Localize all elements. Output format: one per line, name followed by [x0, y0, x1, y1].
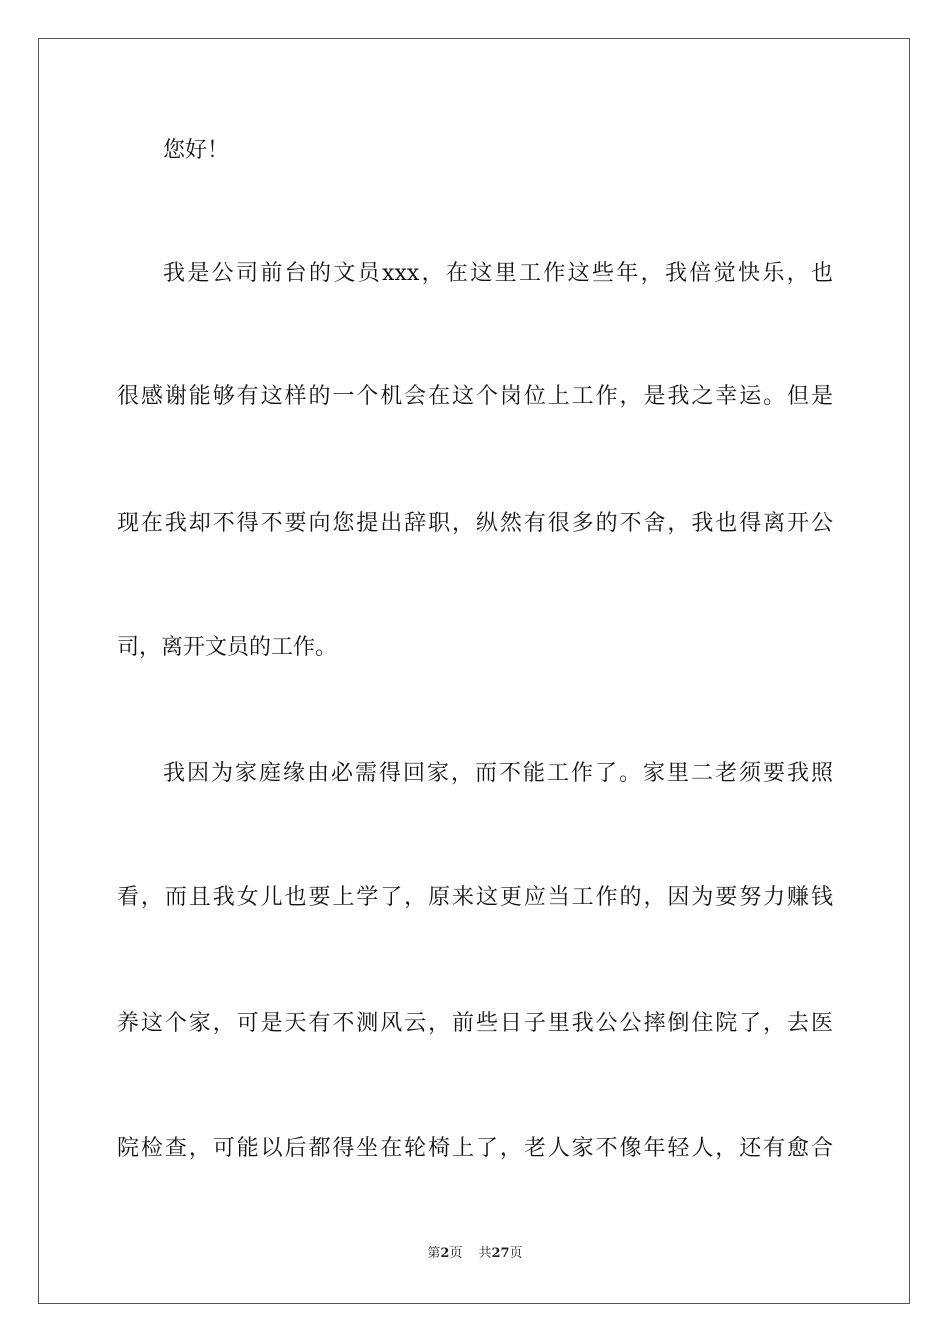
paragraph-line: 看，而且我女儿也要上学了，原来这更应当工作的，因为要努力赚钱 [117, 885, 833, 910]
paragraph-line: 我因为家庭缘由必需得回家，而不能工作了。家里二老须要我照 [163, 761, 833, 786]
paragraph-line: 司，离开文员的工作。 [117, 635, 338, 660]
total-prefix: 共 [478, 1246, 492, 1261]
total-suffix: 页 [509, 1246, 523, 1261]
paragraph-line: 我是公司前台的文员xxx，在这里工作这些年，我倍觉快乐，也 [163, 261, 833, 286]
paragraph-line: 现在我却不得不要向您提出辞职，纵然有很多的不舍，我也得离开公 [117, 511, 833, 536]
page-footer [0, 1242, 950, 1261]
paragraph-line: 院检查，可能以后都得坐在轮椅上了，老人家不像年轻人，还有愈合 [117, 1136, 833, 1161]
page-border [38, 38, 910, 1304]
greeting-line: 您好！ [163, 138, 230, 163]
total-pages: 27 [491, 1246, 510, 1261]
page-number: 2 [440, 1246, 450, 1261]
paragraph-line: 很感谢能够有这样的一个机会在这个岗位上工作，是我之幸运。但是 [117, 384, 833, 409]
page-suffix: 页 [449, 1246, 463, 1261]
page-prefix: 第 [427, 1246, 441, 1261]
paragraph-line: 养这个家，可是天有不测风云，前些日子里我公公摔倒住院了，去医 [117, 1011, 833, 1036]
